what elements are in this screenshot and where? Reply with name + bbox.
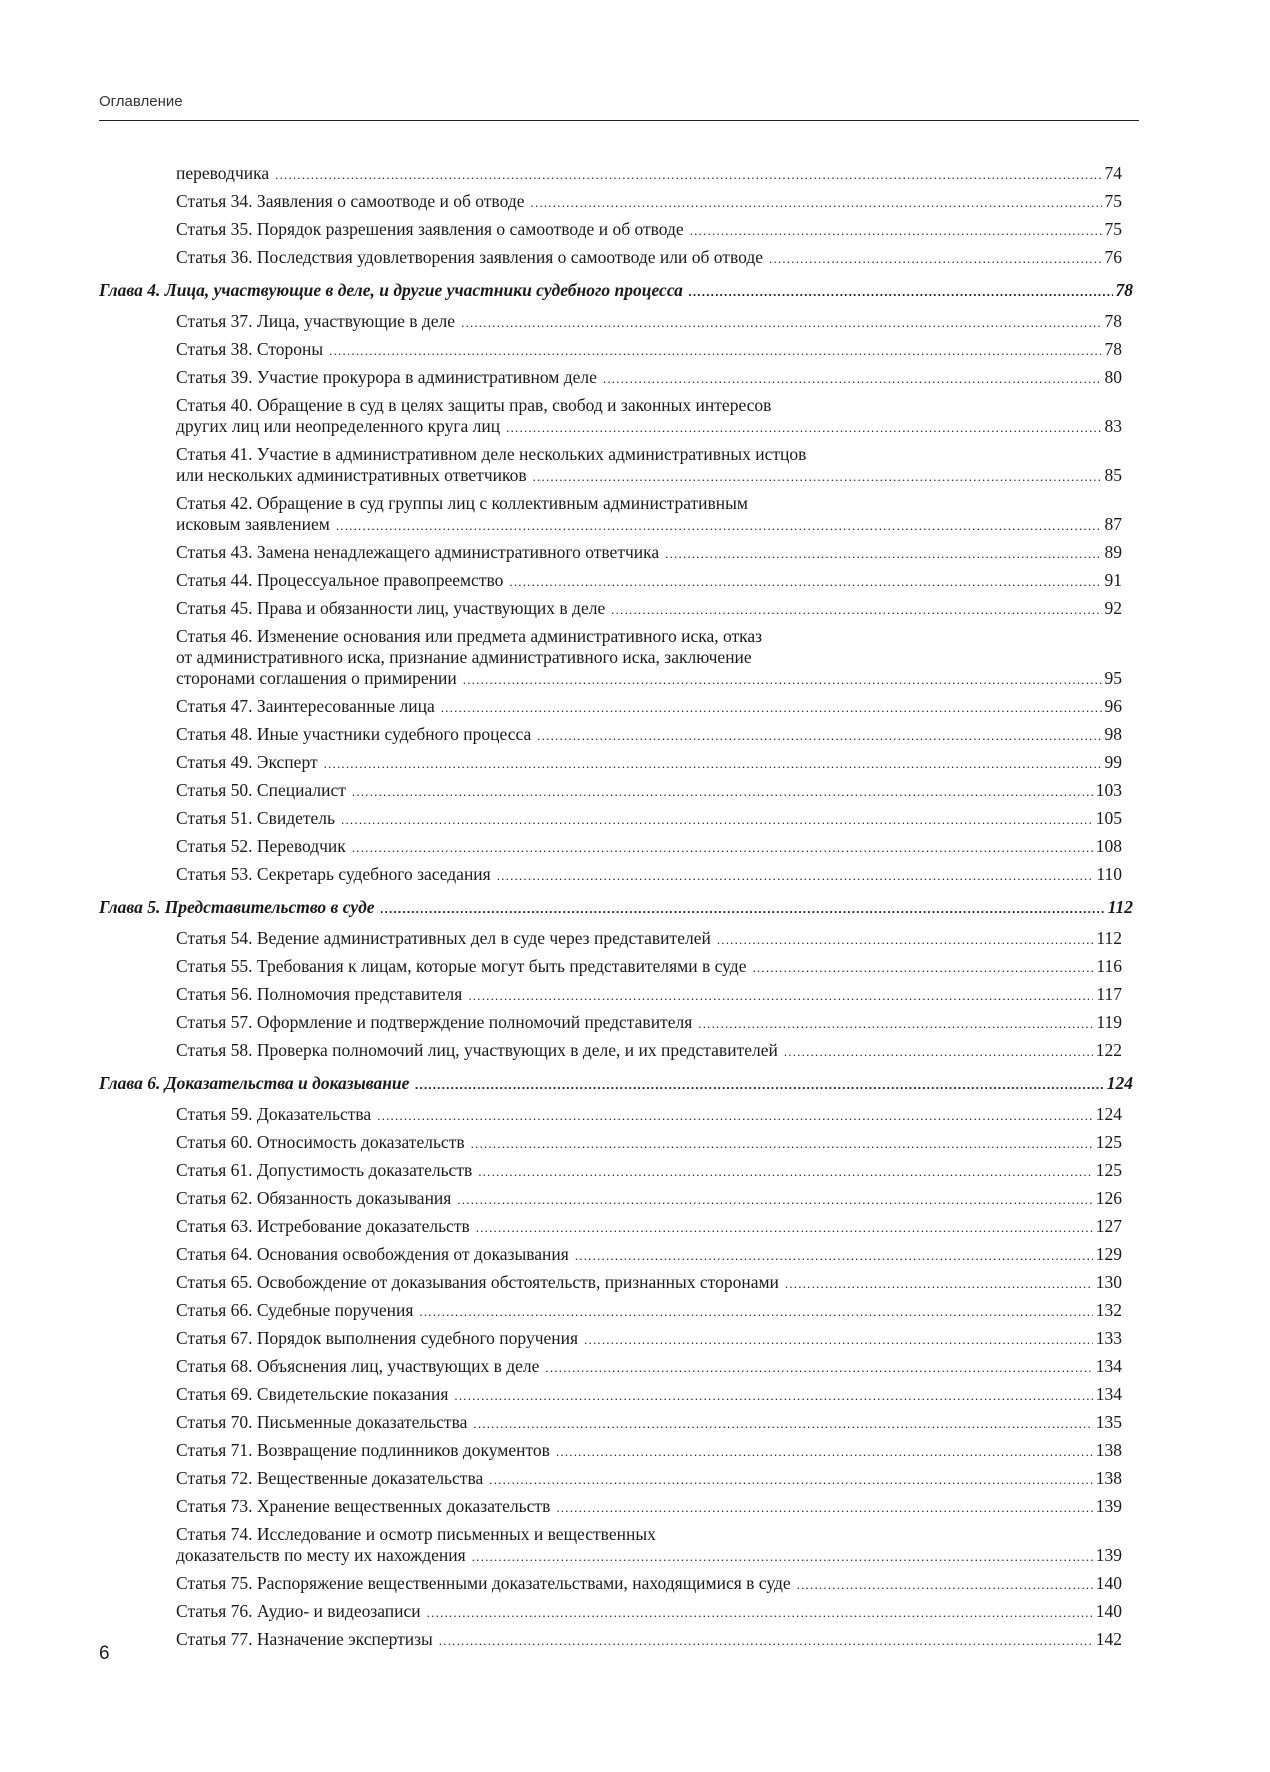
toc-entry-title-line: Глава 5. Представительство в суде — [99, 897, 375, 917]
toc-entry[interactable] — [99, 752, 1133, 780]
toc-entry-title-line: Статья 76. Аудио- и видеозаписи — [176, 1601, 421, 1621]
toc-entry-title-line: Статья 63. Истребование доказательств — [176, 1216, 470, 1236]
toc-entry-title-line: от административного иска, признание административного иска, заключение — [176, 647, 752, 667]
dot-leader — [690, 219, 1102, 241]
toc-entry-title-line: Статья 45. Права и обязанности лиц, участвующих в деле — [176, 598, 606, 618]
toc-entry-title-line: Статья 44. Процессуальное правопреемство — [176, 570, 504, 590]
dot-leader — [533, 465, 1102, 487]
toc-entry[interactable] — [99, 1384, 1133, 1412]
toc-page-number: 119 — [1096, 1012, 1122, 1032]
toc-entry-title-line: Статья 55. Требования к лицам, которые могут быть представителями в суде — [176, 956, 747, 976]
dot-leader — [476, 1216, 1093, 1238]
toc-entry[interactable] — [99, 1040, 1133, 1068]
toc-entry-title-line: исковым заявлением — [176, 514, 330, 534]
toc-entry-title-line: Статья 47. Заинтересованные лица — [176, 696, 435, 716]
toc-entry-title-line: сторонами соглашения о примирении — [176, 668, 457, 688]
dot-leader — [769, 247, 1101, 269]
toc-entry-title-line: Статья 72. Вещественные доказательства — [176, 1468, 484, 1488]
toc-page-number: 138 — [1095, 1468, 1122, 1488]
toc-entry[interactable] — [99, 1132, 1133, 1160]
dot-leader — [556, 1440, 1093, 1462]
toc-entry[interactable] — [99, 984, 1133, 1012]
dot-leader — [336, 514, 1102, 536]
toc-entry[interactable] — [99, 1328, 1133, 1356]
dot-leader — [537, 724, 1101, 746]
toc-entry[interactable] — [99, 626, 1133, 696]
toc-entry-title-line: Статья 77. Назначение экспертизы — [176, 1629, 433, 1649]
toc-page-number: 85 — [1104, 465, 1122, 485]
toc-page-number: 108 — [1095, 836, 1122, 856]
toc-entry-title-line: Статья 38. Стороны — [176, 339, 324, 359]
toc-page-number: 125 — [1095, 1132, 1122, 1152]
toc-page-number: 117 — [1096, 984, 1122, 1004]
toc-page-number: 98 — [1104, 724, 1122, 744]
toc-entry-title-line: Глава 6. Доказательства и доказывание — [99, 1073, 410, 1093]
toc-entry-title-line: Статья 58. Проверка полномочий лиц, участвующих в деле, и их представителей — [176, 1040, 778, 1060]
toc-entry[interactable] — [99, 339, 1133, 367]
toc-page-number: 135 — [1095, 1412, 1122, 1432]
table-of-contents — [99, 163, 1133, 1657]
dot-leader — [785, 1272, 1093, 1294]
toc-entry-title-line: или нескольких административных ответчиков — [176, 465, 527, 485]
toc-entry[interactable] — [99, 444, 1133, 493]
toc-entry[interactable] — [99, 808, 1133, 836]
dot-leader — [531, 191, 1102, 213]
toc-page-number: 76 — [1104, 247, 1122, 267]
toc-entry[interactable] — [99, 1012, 1133, 1040]
toc-entry[interactable] — [99, 1300, 1133, 1328]
toc-page-number: 132 — [1095, 1300, 1122, 1320]
toc-entry[interactable] — [99, 1496, 1133, 1524]
toc-entry[interactable] — [99, 219, 1133, 247]
toc-page-number: 140 — [1095, 1601, 1122, 1621]
toc-entry-title-line: Статья 51. Свидетель — [176, 808, 336, 828]
toc-entry-title-line: Статья 66. Судебные поручения — [176, 1300, 414, 1320]
dot-leader — [509, 570, 1101, 592]
dot-leader — [352, 836, 1093, 858]
dot-leader — [275, 163, 1101, 185]
dot-leader — [454, 1384, 1092, 1406]
toc-page-number: 139 — [1095, 1496, 1122, 1516]
toc-chapter[interactable] — [99, 1068, 1133, 1104]
toc-page-number: 129 — [1095, 1244, 1122, 1264]
running-title: Оглавление — [99, 93, 183, 110]
toc-entry-title-line: Статья 50. Специалист — [176, 780, 346, 800]
toc-page-number: 124 — [1106, 1073, 1133, 1093]
toc-entry[interactable] — [99, 836, 1133, 864]
dot-leader — [341, 808, 1093, 830]
toc-page-number: 127 — [1095, 1216, 1122, 1236]
toc-entry-title-line: Статья 57. Оформление и подтверждение полномочий представителя — [176, 1012, 693, 1032]
toc-page-number: 83 — [1104, 416, 1122, 436]
toc-entry[interactable] — [99, 1524, 1133, 1573]
toc-page-number: 130 — [1095, 1272, 1122, 1292]
toc-entry[interactable] — [99, 1629, 1133, 1657]
toc-chapter[interactable] — [99, 892, 1133, 928]
toc-entry-title-line: доказательств по месту их нахождения — [176, 1545, 466, 1565]
toc-entry-title-line: Статья 73. Хранение вещественных доказательств — [176, 1496, 551, 1516]
toc-entry-title-line: других лиц или неопределенного круга лиц — [176, 416, 501, 436]
dot-leader — [584, 1328, 1093, 1350]
dot-leader — [575, 1244, 1093, 1266]
toc-entry[interactable] — [99, 367, 1133, 395]
dot-leader — [556, 1496, 1092, 1518]
toc-entry-title-line: Статья 52. Переводчик — [176, 836, 346, 856]
toc-page-number: 126 — [1095, 1188, 1122, 1208]
toc-entry-title-line: Статья 62. Обязанность доказывания — [176, 1188, 452, 1208]
toc-page-number: 116 — [1096, 956, 1122, 976]
dot-leader — [441, 696, 1102, 718]
toc-entry-title-line: Статья 37. Лица, участвующие в деле — [176, 311, 456, 331]
toc-entry-title-line: Статья 40. Обращение в суд в целях защиты прав, свобод и законных интересов — [176, 395, 772, 415]
toc-page-number: 112 — [1096, 928, 1122, 948]
dot-leader — [473, 1412, 1092, 1434]
toc-page-number: 78 — [1104, 339, 1122, 359]
toc-entry[interactable] — [99, 1104, 1133, 1132]
dot-leader — [698, 1012, 1093, 1034]
toc-entry[interactable] — [99, 311, 1133, 339]
toc-entry[interactable] — [99, 395, 1133, 444]
toc-page-number: 140 — [1095, 1573, 1122, 1593]
toc-entry-title-line: Статья 56. Полномочия представителя — [176, 984, 463, 1004]
toc-entry[interactable] — [99, 956, 1133, 984]
dot-leader — [471, 1132, 1093, 1154]
dot-leader — [478, 1160, 1093, 1182]
dot-leader — [461, 311, 1101, 333]
toc-page-number: 124 — [1095, 1104, 1122, 1124]
toc-entry[interactable] — [99, 191, 1133, 219]
toc-entry[interactable] — [99, 1272, 1133, 1300]
toc-entry[interactable] — [99, 1244, 1133, 1272]
toc-page-number: 95 — [1104, 668, 1122, 688]
toc-entry[interactable] — [99, 247, 1133, 275]
dot-leader — [472, 1545, 1093, 1567]
toc-entry-title-line: Статья 43. Замена ненадлежащего административного ответчика — [176, 542, 660, 562]
toc-entry[interactable] — [99, 864, 1133, 892]
dot-leader — [352, 780, 1093, 802]
toc-page-number: 74 — [1104, 163, 1122, 183]
toc-page-number: 92 — [1104, 598, 1122, 618]
toc-entry-title-line: Статья 35. Порядок разрешения заявления о самоотводе и об отводе — [176, 219, 684, 239]
dot-leader — [797, 1573, 1093, 1595]
page-number: 6 — [99, 1643, 110, 1664]
dot-leader — [329, 339, 1101, 361]
toc-page-number: 87 — [1104, 514, 1122, 534]
toc-entry-title-line: Статья 36. Последствия удовлетворения заявления о самоотводе или об отводе — [176, 247, 764, 267]
dot-leader — [784, 1040, 1093, 1062]
toc-entry[interactable] — [99, 163, 1133, 191]
toc-entry-title-line: Статья 67. Порядок выполнения судебного поручения — [176, 1328, 579, 1348]
toc-entry-title-line: Статья 39. Участие прокурора в административном деле — [176, 367, 597, 387]
toc-entry-title-line: Статья 46. Изменение основания или предмета административного иска, отказ — [176, 626, 763, 646]
toc-entry-title-line: Статья 54. Ведение административных дел в суде через представителей — [176, 928, 711, 948]
toc-entry[interactable] — [99, 1216, 1133, 1244]
toc-entry-title-line: Статья 53. Секретарь судебного заседания — [176, 864, 491, 884]
toc-page-number: 103 — [1095, 780, 1122, 800]
dot-leader — [497, 864, 1094, 886]
dot-leader — [752, 956, 1093, 978]
dot-leader — [506, 416, 1101, 438]
toc-page-number: 99 — [1104, 752, 1122, 772]
header-divider — [99, 120, 1139, 121]
toc-entry[interactable] — [99, 1356, 1133, 1384]
dot-leader — [489, 1468, 1093, 1490]
toc-entry-title-line: Статья 60. Относимость доказательств — [176, 1132, 465, 1152]
toc-page-number: 138 — [1095, 1440, 1122, 1460]
toc-page-number: 96 — [1104, 696, 1122, 716]
toc-entry-title-line: Статья 34. Заявления о самоотводе и об отводе — [176, 191, 525, 211]
dot-leader — [689, 280, 1113, 302]
toc-entry-title-line: Статья 64. Основания освобождения от доказывания — [176, 1244, 569, 1264]
toc-entry[interactable] — [99, 780, 1133, 808]
toc-page-number: 75 — [1104, 191, 1122, 211]
toc-entry[interactable] — [99, 570, 1133, 598]
toc-entry[interactable] — [99, 1440, 1133, 1468]
toc-entry[interactable] — [99, 724, 1133, 752]
dot-leader — [468, 984, 1093, 1006]
toc-page-number: 125 — [1095, 1160, 1122, 1180]
dot-leader — [419, 1300, 1092, 1322]
toc-page-number: 139 — [1095, 1545, 1122, 1565]
dot-leader — [463, 668, 1102, 690]
toc-entry[interactable] — [99, 696, 1133, 724]
toc-entry[interactable] — [99, 598, 1133, 626]
toc-entry-title-line: Глава 4. Лица, участвующие в деле, и другие участники судебного процесса — [99, 280, 683, 300]
dot-leader — [415, 1073, 1103, 1095]
toc-entry[interactable] — [99, 493, 1133, 542]
toc-entry-title-line: Статья 75. Распоряжение вещественными доказательствами, находящимися в суде — [176, 1573, 791, 1593]
dot-leader — [377, 1104, 1093, 1126]
toc-entry[interactable] — [99, 1573, 1133, 1601]
toc-entry-title-line: Статья 70. Письменные доказательства — [176, 1412, 468, 1432]
toc-page-number: 142 — [1095, 1629, 1122, 1649]
toc-entry-title-line: Статья 65. Освобождение от доказывания обстоятельств, признанных сторонами — [176, 1272, 779, 1292]
toc-entry-title-line: Статья 41. Участие в административном деле нескольких административных истцов — [176, 444, 807, 464]
dot-leader — [717, 928, 1094, 950]
toc-entry[interactable] — [99, 1188, 1133, 1216]
dot-leader — [381, 897, 1105, 919]
dot-leader — [427, 1601, 1093, 1623]
toc-entry-title-line: Статья 48. Иные участники судебного процесса — [176, 724, 532, 744]
toc-page-number: 105 — [1095, 808, 1122, 828]
dot-leader — [324, 752, 1102, 774]
dot-leader — [665, 542, 1101, 564]
dot-leader — [603, 367, 1102, 389]
dot-leader — [457, 1188, 1092, 1210]
toc-entry[interactable] — [99, 1468, 1133, 1496]
toc-entry[interactable] — [99, 542, 1133, 570]
toc-entry[interactable] — [99, 1601, 1133, 1629]
toc-entry-title-line: Статья 69. Свидетельские показания — [176, 1384, 449, 1404]
toc-entry-title-line: Статья 68. Объяснения лиц, участвующих в деле — [176, 1356, 540, 1376]
toc-entry-title-line: Статья 49. Эксперт — [176, 752, 318, 772]
toc-page-number: 134 — [1095, 1384, 1122, 1404]
toc-page-number: 75 — [1104, 219, 1122, 239]
toc-entry-title-line: переводчика — [176, 163, 270, 183]
toc-page-number: 89 — [1104, 542, 1122, 562]
toc-page-number: 112 — [1107, 897, 1133, 917]
dot-leader — [611, 598, 1101, 620]
toc-entry-title-line: Статья 74. Исследование и осмотр письменных и вещественных — [176, 1524, 656, 1544]
toc-page-number: 91 — [1104, 570, 1122, 590]
toc-page-number: 80 — [1104, 367, 1122, 387]
toc-page-number: 78 — [1115, 280, 1133, 300]
toc-entry-title-line: Статья 42. Обращение в суд группы лиц с коллективным административным — [176, 493, 748, 513]
toc-entry[interactable] — [99, 928, 1133, 956]
toc-page-number: 110 — [1096, 864, 1122, 884]
toc-entry[interactable] — [99, 1160, 1133, 1188]
toc-page-number: 134 — [1095, 1356, 1122, 1376]
dot-leader — [545, 1356, 1092, 1378]
toc-page-number: 78 — [1104, 311, 1122, 331]
toc-page-number: 133 — [1095, 1328, 1122, 1348]
toc-entry[interactable] — [99, 1412, 1133, 1440]
toc-entry-title-line: Статья 61. Допустимость доказательств — [176, 1160, 473, 1180]
dot-leader — [439, 1629, 1093, 1651]
toc-chapter[interactable] — [99, 275, 1133, 311]
toc-entry-title-line: Статья 59. Доказательства — [176, 1104, 372, 1124]
toc-page-number: 122 — [1095, 1040, 1122, 1060]
toc-entry-title-line: Статья 71. Возвращение подлинников документов — [176, 1440, 550, 1460]
